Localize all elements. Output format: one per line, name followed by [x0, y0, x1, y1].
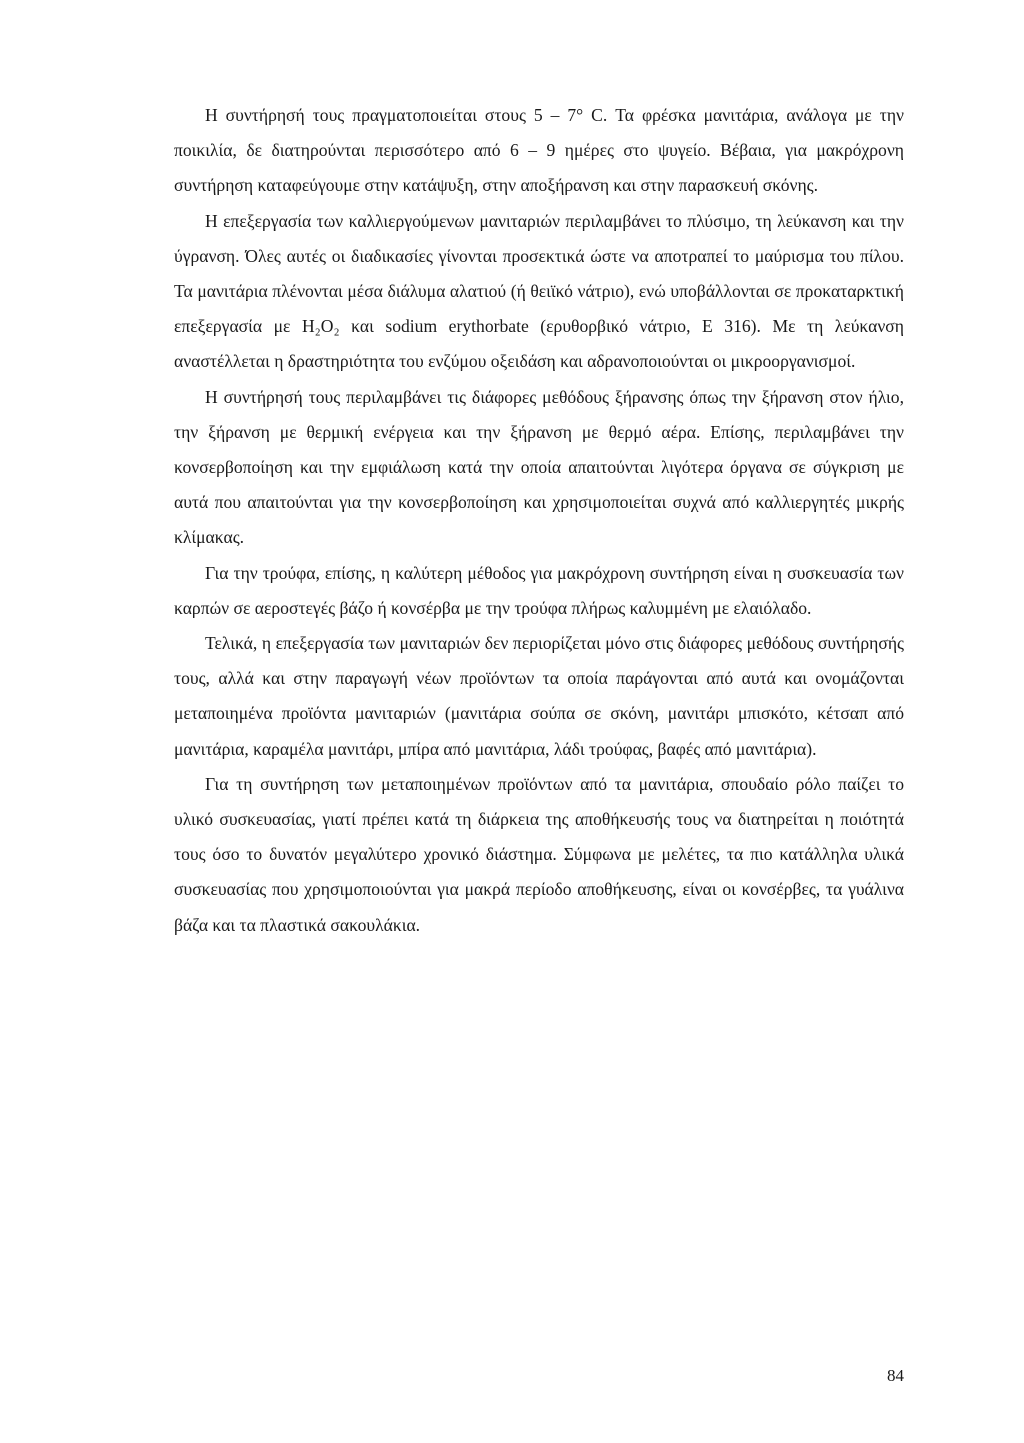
- paragraph-processing: Η επεξεργασία των καλλιεργούμενων μανιταριών περιλαμβάνει το πλύσιμο, τη λεύκανση και την ύγρανση. Όλες αυτές οι διαδικασίες γίνονται προσεκτικά ώστε να αποτραπεί το μαύρισμα του πίλου. Τα μανιτάρια πλένονται μέσα διάλυμα αλατιού (ή θειϊκό νάτριο), ενώ υποβάλλονται σε προκαταρκτική επεξεργασία με H₂O₂ και sodium erythorbate (ερυθορβικό νάτριο, E 316). Με τη λεύκανση αναστέλλεται η δραστηριότητα του ενζύμου οξειδάση και αδρανοποιούνται οι μικροοργανισμοί.: [174, 210, 904, 372]
- paragraph-preservation-methods: Η συντήρησή τους περιλαμβάνει τις διάφορες μεθόδους ξήρανσης όπως την ξήρανση στον ήλιο, την ξήρανση με θερμική ενέργεια και την ξήρανση με θερμό αέρα. Επίσης, περιλαμβάνει την κονσερβοποίηση και την εμφιάλωση κατά την οποία απαιτούνται λιγότερα όργανα σε σύγκριση με αυτά που απαιτούνται για την κονσερβοποίηση και χρησιμοποιείται συχνά από καλλιεργητές μικρής κλίμακας.: [174, 386, 904, 548]
- paragraph-processed-products: Τελικά, η επεξεργασία των μανιταριών δεν περιορίζεται μόνο στις διάφορες μεθόδους συντήρησής τους, αλλά και στην παραγωγή νέων προϊόντων τα οποία παράγονται από αυτά και ονομάζονται μεταποιημένα προϊόντα μανιταριών (μανιτάρια σούπα σε σκόνη, μανιτάρι μπισκότο, κέτσαπ από μανιτάρια, καραμέλα μανιτάρι, μπίρα από μανιτάρια, λάδι τρούφας, βαφές από μανιτάρια).: [174, 633, 904, 759]
- paragraph-truffle: Για την τρούφα, επίσης, η καλύτερη μέθοδος για μακρόχρονη συντήρηση είναι η συσκευασία των καρπών σε αεροστεγές βάζο ή κονσέρβα με την τρούφα πλήρως καλυμμένη με ελαιόλαδο.: [174, 562, 904, 618]
- paragraph-packaging: Για τη συντήρηση των μεταποιημένων προϊόντων από τα μανιτάρια, σπουδαίο ρόλο παίζει το υλικό συσκευασίας, γιατί πρέπει κατά τη διάρκεια της αποθήκευσής τους να διατηρείται η ποιότητά τους όσο το δυνατόν μεγαλύτερο χρονικό διάστημα. Σύμφωνα με μελέτες, τα πιο κατάλληλα υλικά συσκευασίας που χρησιμοποιούνται για μακρά περίοδο αποθήκευσης, είναι οι κονσέρβες, τα γυάλινα βάζα και τα πλαστικά σακουλάκια.: [174, 773, 904, 935]
- page-number: 84: [887, 1366, 904, 1385]
- document-body: [174, 98, 904, 943]
- paragraph-storage-temperature: Η συντήρησή τους πραγματοποιείται στους 5 – 7° C. Τα φρέσκα μανιτάρια, ανάλογα με την ποικιλία, δε διατηρούνται περισσότερο από 6 – 9 ημέρες στο ψυγείο. Βέβαια, για μακρόχρονη συντήρηση καταφεύγουμε στην κατάψυξη, στην αποξήρανση και στην παρασκευή σκόνης.: [174, 105, 904, 196]
